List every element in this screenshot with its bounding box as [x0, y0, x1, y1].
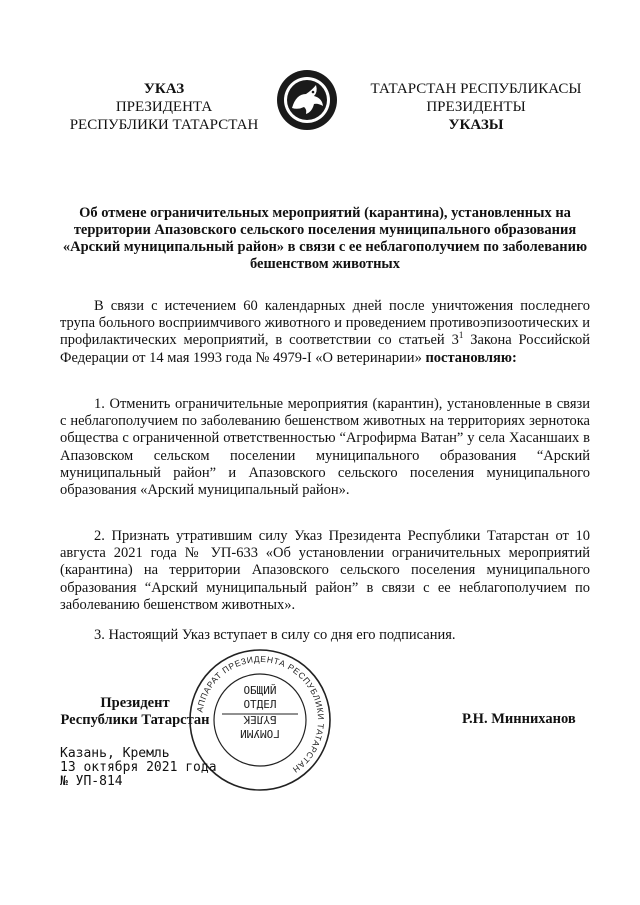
header-left-line2: ПРЕЗИДЕНТА [115, 99, 213, 115]
signatory-name: Р.Н. Минниханов [462, 711, 576, 727]
stamp-line-4: ГОМУМИ [240, 727, 280, 740]
place: Казань, Кремль [60, 746, 170, 761]
decree-number: № УП-814 [60, 774, 123, 789]
stamp-line-1: ОБЩИЙ [243, 684, 277, 697]
clause-3: 3. Настоящий Указ вступает в силу со дня его подписания. [94, 627, 456, 643]
date: 13 октября 2021 года [60, 760, 217, 775]
header-left-line1: УКАЗ [143, 81, 185, 97]
header-right-line3: УКАЗЫ [448, 117, 504, 133]
article-superscript: 1 [458, 330, 464, 341]
header-right-line1: ТАТАРСТАН РЕСПУБЛИКАСЫ [370, 81, 582, 97]
stamp-line-2: ОТДЕЛ [243, 698, 277, 711]
place-date-number [60, 747, 217, 789]
clause-2: 2. Признать утратившим силу Указ Президента Республики Татарстан от 10 августа 2021 года № УП-633 «Об установлении ограничительных мероприятий (карантина) на территории Апазовского сельского поселения муниципального образования “Арский муниципальный район” в связи с ее неблагополучием по заболеванию бешенством животных». [60, 528, 590, 613]
signatory-title-line1: Президент [100, 695, 170, 711]
intro-text-a: В связи с истечением 60 календарных дней после уничтожения последнего трупа больного восприимчивого животного и проведением противоэпизоотических и профилактических мероприятий, в соответствии со статьей 3 [60, 298, 590, 349]
header-left-line3: РЕСПУБЛИКИ ТАТАРСТАН [69, 117, 259, 133]
clause-1: 1. Отменить ограничительные мероприятия (карантин), установленные в связи с неблагополучием по заболеванию бешенством животных на территориях зернотока общества с ограниченной ответственностью “Агрофирма Ватан” у села Хасаншаих в Апазовском сельском поселении муниципального образования “Арский муниципальный район” и Апазовского сельского поселения муниципального образования «Арский муниципальный район». [60, 396, 590, 499]
header-left [58, 80, 270, 134]
intro-paragraph [60, 298, 590, 367]
decree-title: Об отмене ограничительных мероприятий (карантина), установленных на территории Апазовского сельского поселения муниципального образования «Арский муниципальный район» в связи с ее неблагополучием по заболеванию бешенством животных [62, 205, 588, 272]
header-right-line2: ПРЕЗИДЕНТЫ [426, 99, 526, 115]
stamp-ring-text: АППАРАТ ПРЕЗИДЕНТА РЕСПУБЛИКИ ТАТАРСТАН [194, 653, 327, 776]
coat-of-arms-emblem [276, 68, 338, 132]
intro-text-b: Закона Российской Федерации от 14 мая 1993 года № 4979-I «О ветеринарии» [60, 332, 590, 366]
signatory-title-line2: Республики Татарстан [60, 712, 210, 728]
stamp-line-3: БҮЛЕК [243, 713, 277, 726]
intro-resolve-word: постановляю: [425, 349, 517, 366]
header-right [362, 80, 590, 134]
